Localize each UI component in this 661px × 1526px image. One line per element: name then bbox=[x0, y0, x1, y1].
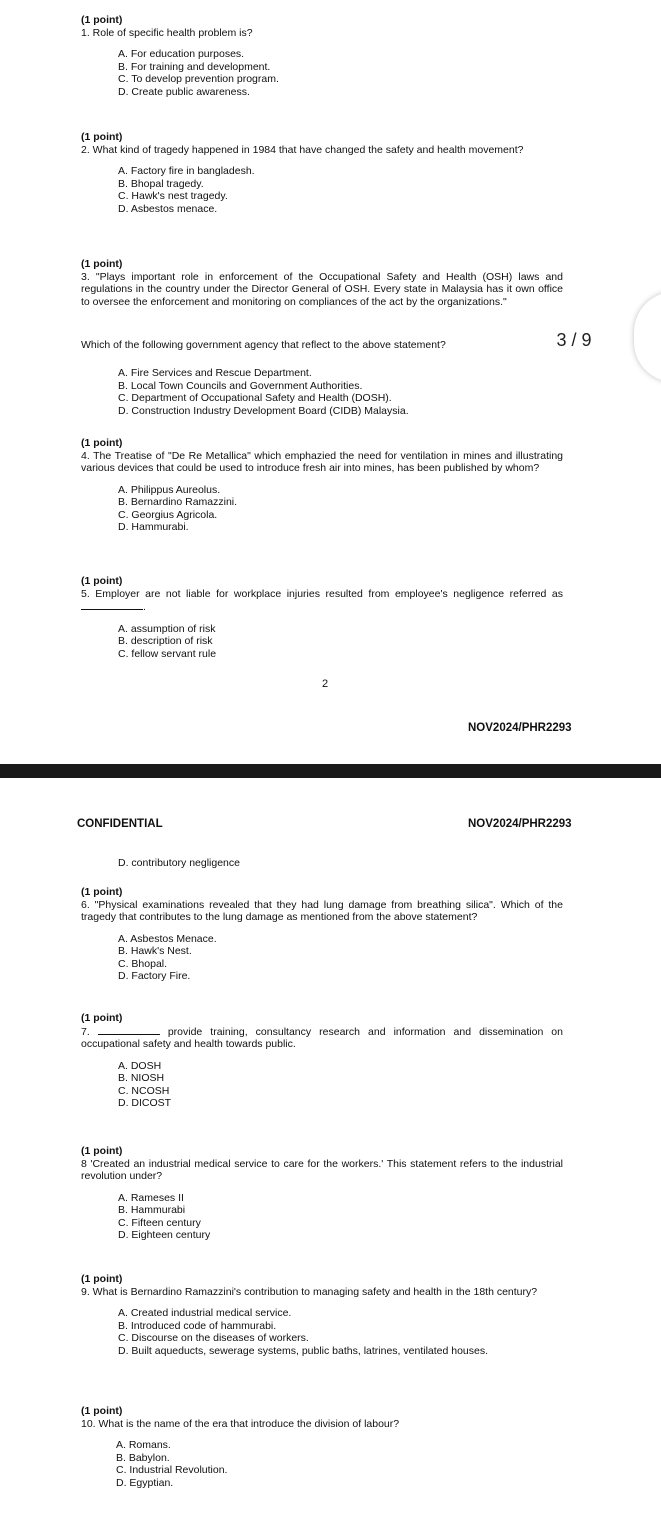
answer-blank bbox=[81, 600, 143, 610]
question-points: (1 point) bbox=[81, 886, 123, 898]
option: C. fellow servant rule bbox=[118, 647, 217, 660]
option: C. Fifteen century bbox=[118, 1216, 201, 1229]
option: D. Create public awareness. bbox=[118, 85, 250, 98]
option: B. NIOSH bbox=[118, 1072, 165, 1084]
option: C. Industrial Revolution. bbox=[116, 1464, 228, 1476]
question-stem bbox=[81, 1025, 563, 1051]
question-points: (1 point) bbox=[81, 1145, 123, 1157]
question-2 bbox=[81, 131, 563, 215]
course-code: NOV2024/PHR2293 bbox=[468, 722, 572, 734]
stem-text: . bbox=[143, 601, 146, 613]
option: D. Asbestos menace. bbox=[118, 202, 218, 215]
option: A. Fire Services and Rescue Department. bbox=[118, 367, 312, 379]
option: B. description of risk bbox=[118, 635, 213, 647]
option: B. Babylon. bbox=[116, 1451, 170, 1464]
option: C. Hawk's nest tragedy. bbox=[118, 190, 228, 202]
option: D. Factory Fire. bbox=[118, 970, 191, 982]
option: C. Discourse on the diseases of workers. bbox=[118, 1332, 309, 1344]
question-points: (1 point) bbox=[81, 14, 123, 26]
question-stem: 9. What is Bernardino Ramazzini's contribution to managing safety and health in the 18th century? bbox=[81, 1285, 538, 1298]
question-7 bbox=[81, 1012, 563, 1110]
option: B. For training and development. bbox=[118, 60, 271, 73]
question-points: (1 point) bbox=[81, 1012, 123, 1024]
option: A. assumption of risk bbox=[118, 622, 216, 635]
question-points: (1 point) bbox=[81, 437, 123, 449]
option: A. Factory fire in bangladesh. bbox=[118, 165, 255, 177]
stem-text: 7. bbox=[81, 1025, 98, 1038]
scroll-handle[interactable] bbox=[634, 292, 661, 382]
question-5-continued: D. contributory negligence bbox=[118, 857, 240, 869]
page-counter: 3 / 9 bbox=[556, 330, 592, 350]
option: A. Asbestos Menace. bbox=[118, 932, 217, 945]
option: B. Hammurabi bbox=[118, 1204, 186, 1216]
options-list bbox=[118, 1307, 563, 1357]
options-list bbox=[116, 1439, 563, 1489]
option: A. Philippus Aureolus. bbox=[118, 483, 221, 496]
stem-text: 5. Employer are not liable for workplace injuries resulted from employee's negligence referred as bbox=[81, 587, 563, 600]
question-9 bbox=[81, 1273, 563, 1357]
question-stem bbox=[81, 588, 563, 614]
options-list bbox=[118, 367, 563, 417]
confidential-label: CONFIDENTIAL bbox=[77, 818, 163, 830]
options-list bbox=[118, 1060, 563, 1110]
question-points: (1 point) bbox=[81, 258, 123, 270]
option: C. Bhopal. bbox=[118, 957, 168, 970]
question-stem: 8 'Created an industrial medical service to care for the workers.' This statement refers to the industrial revolution under? bbox=[81, 1157, 563, 1182]
question-stem: 3. "Plays important role in enforcement of the Occupational Safety and Health (OSH) laws and regulations in the country under the Director General of OSH. Every state in Malaysia has it own office to oversee the enforcement and monitoring on compliances of the act by the organizations." bbox=[81, 270, 563, 308]
option: D. Built aqueducts, sewerage systems, public baths, latrines, ventilated houses. bbox=[118, 1344, 489, 1357]
options-list bbox=[118, 1192, 563, 1242]
question-10 bbox=[81, 1405, 563, 1489]
page-number: 2 bbox=[322, 678, 329, 690]
option: D. Eighteen century bbox=[118, 1229, 211, 1241]
course-code: NOV2024/PHR2293 bbox=[468, 818, 572, 830]
option: B. Introduced code of hammurabi. bbox=[118, 1319, 277, 1332]
question-stem: 4. The Treatise of "De Re Metallica" which emphazied the need for ventilation in mines and illustrating various devices that could be used to introduce fresh air into mines, has been published by whom? bbox=[81, 449, 563, 474]
question-3 bbox=[81, 258, 563, 308]
document-page-3 bbox=[0, 778, 661, 1526]
option: A. For education purposes. bbox=[118, 48, 245, 60]
question-stem: 2. What kind of tragedy happened in 1984 that have changed the safety and health movement? bbox=[81, 143, 524, 156]
question-points: (1 point) bbox=[81, 131, 123, 143]
option: A. DOSH bbox=[118, 1059, 162, 1072]
question-points: (1 point) bbox=[81, 1405, 123, 1417]
option: B. Hawk's Nest. bbox=[118, 945, 192, 957]
question-8 bbox=[81, 1145, 563, 1242]
option: B. Bhopal tragedy. bbox=[118, 177, 204, 190]
option: D. Egyptian. bbox=[116, 1476, 174, 1489]
question-stem: 10. What is the name of the era that introduce the division of labour? bbox=[81, 1417, 400, 1430]
option: A. Created industrial medical service. bbox=[118, 1307, 292, 1319]
options-list bbox=[118, 933, 563, 983]
options-list bbox=[118, 48, 563, 98]
options-list bbox=[118, 623, 563, 661]
question-1 bbox=[81, 14, 563, 98]
option: A. Rameses II bbox=[118, 1191, 184, 1204]
question-4 bbox=[81, 437, 563, 534]
option: A. Romans. bbox=[116, 1439, 171, 1451]
question-6 bbox=[81, 886, 563, 983]
question-stem: 1. Role of specific health problem is? bbox=[81, 26, 253, 39]
option: C. Department of Occupational Safety and Health (DOSH). bbox=[118, 392, 392, 404]
option: C. To develop prevention program. bbox=[118, 73, 279, 85]
answer-blank bbox=[98, 1025, 160, 1035]
options-list bbox=[118, 484, 563, 534]
option: D. Hammurabi. bbox=[118, 521, 189, 533]
option: B. Bernardino Ramazzini. bbox=[118, 496, 238, 508]
question-3-options bbox=[81, 358, 563, 417]
option: D. Construction Industry Development Board (CIDB) Malaysia. bbox=[118, 404, 409, 417]
option: B. Local Town Councils and Government Authorities. bbox=[118, 379, 363, 392]
question-points: (1 point) bbox=[81, 575, 123, 587]
question-points: (1 point) bbox=[81, 1273, 123, 1285]
option: C. NCOSH bbox=[118, 1084, 170, 1097]
question-5 bbox=[81, 575, 563, 660]
option: D. DICOST bbox=[118, 1097, 172, 1109]
question-stem: 6. "Physical examinations revealed that they had lung damage from breathing silica". Which of the tragedy that contributes to the lung damage as mentioned from the above statement? bbox=[81, 898, 563, 923]
stem-text: provide training, consultancy research and information and dissemination on occupational safety and health towards public. bbox=[81, 1025, 563, 1050]
option: C. Georgius Agricola. bbox=[118, 508, 218, 521]
options-list bbox=[118, 165, 563, 215]
question-3-ask: Which of the following government agency that reflect to the above statement? bbox=[81, 339, 446, 351]
page-separator bbox=[0, 764, 661, 778]
